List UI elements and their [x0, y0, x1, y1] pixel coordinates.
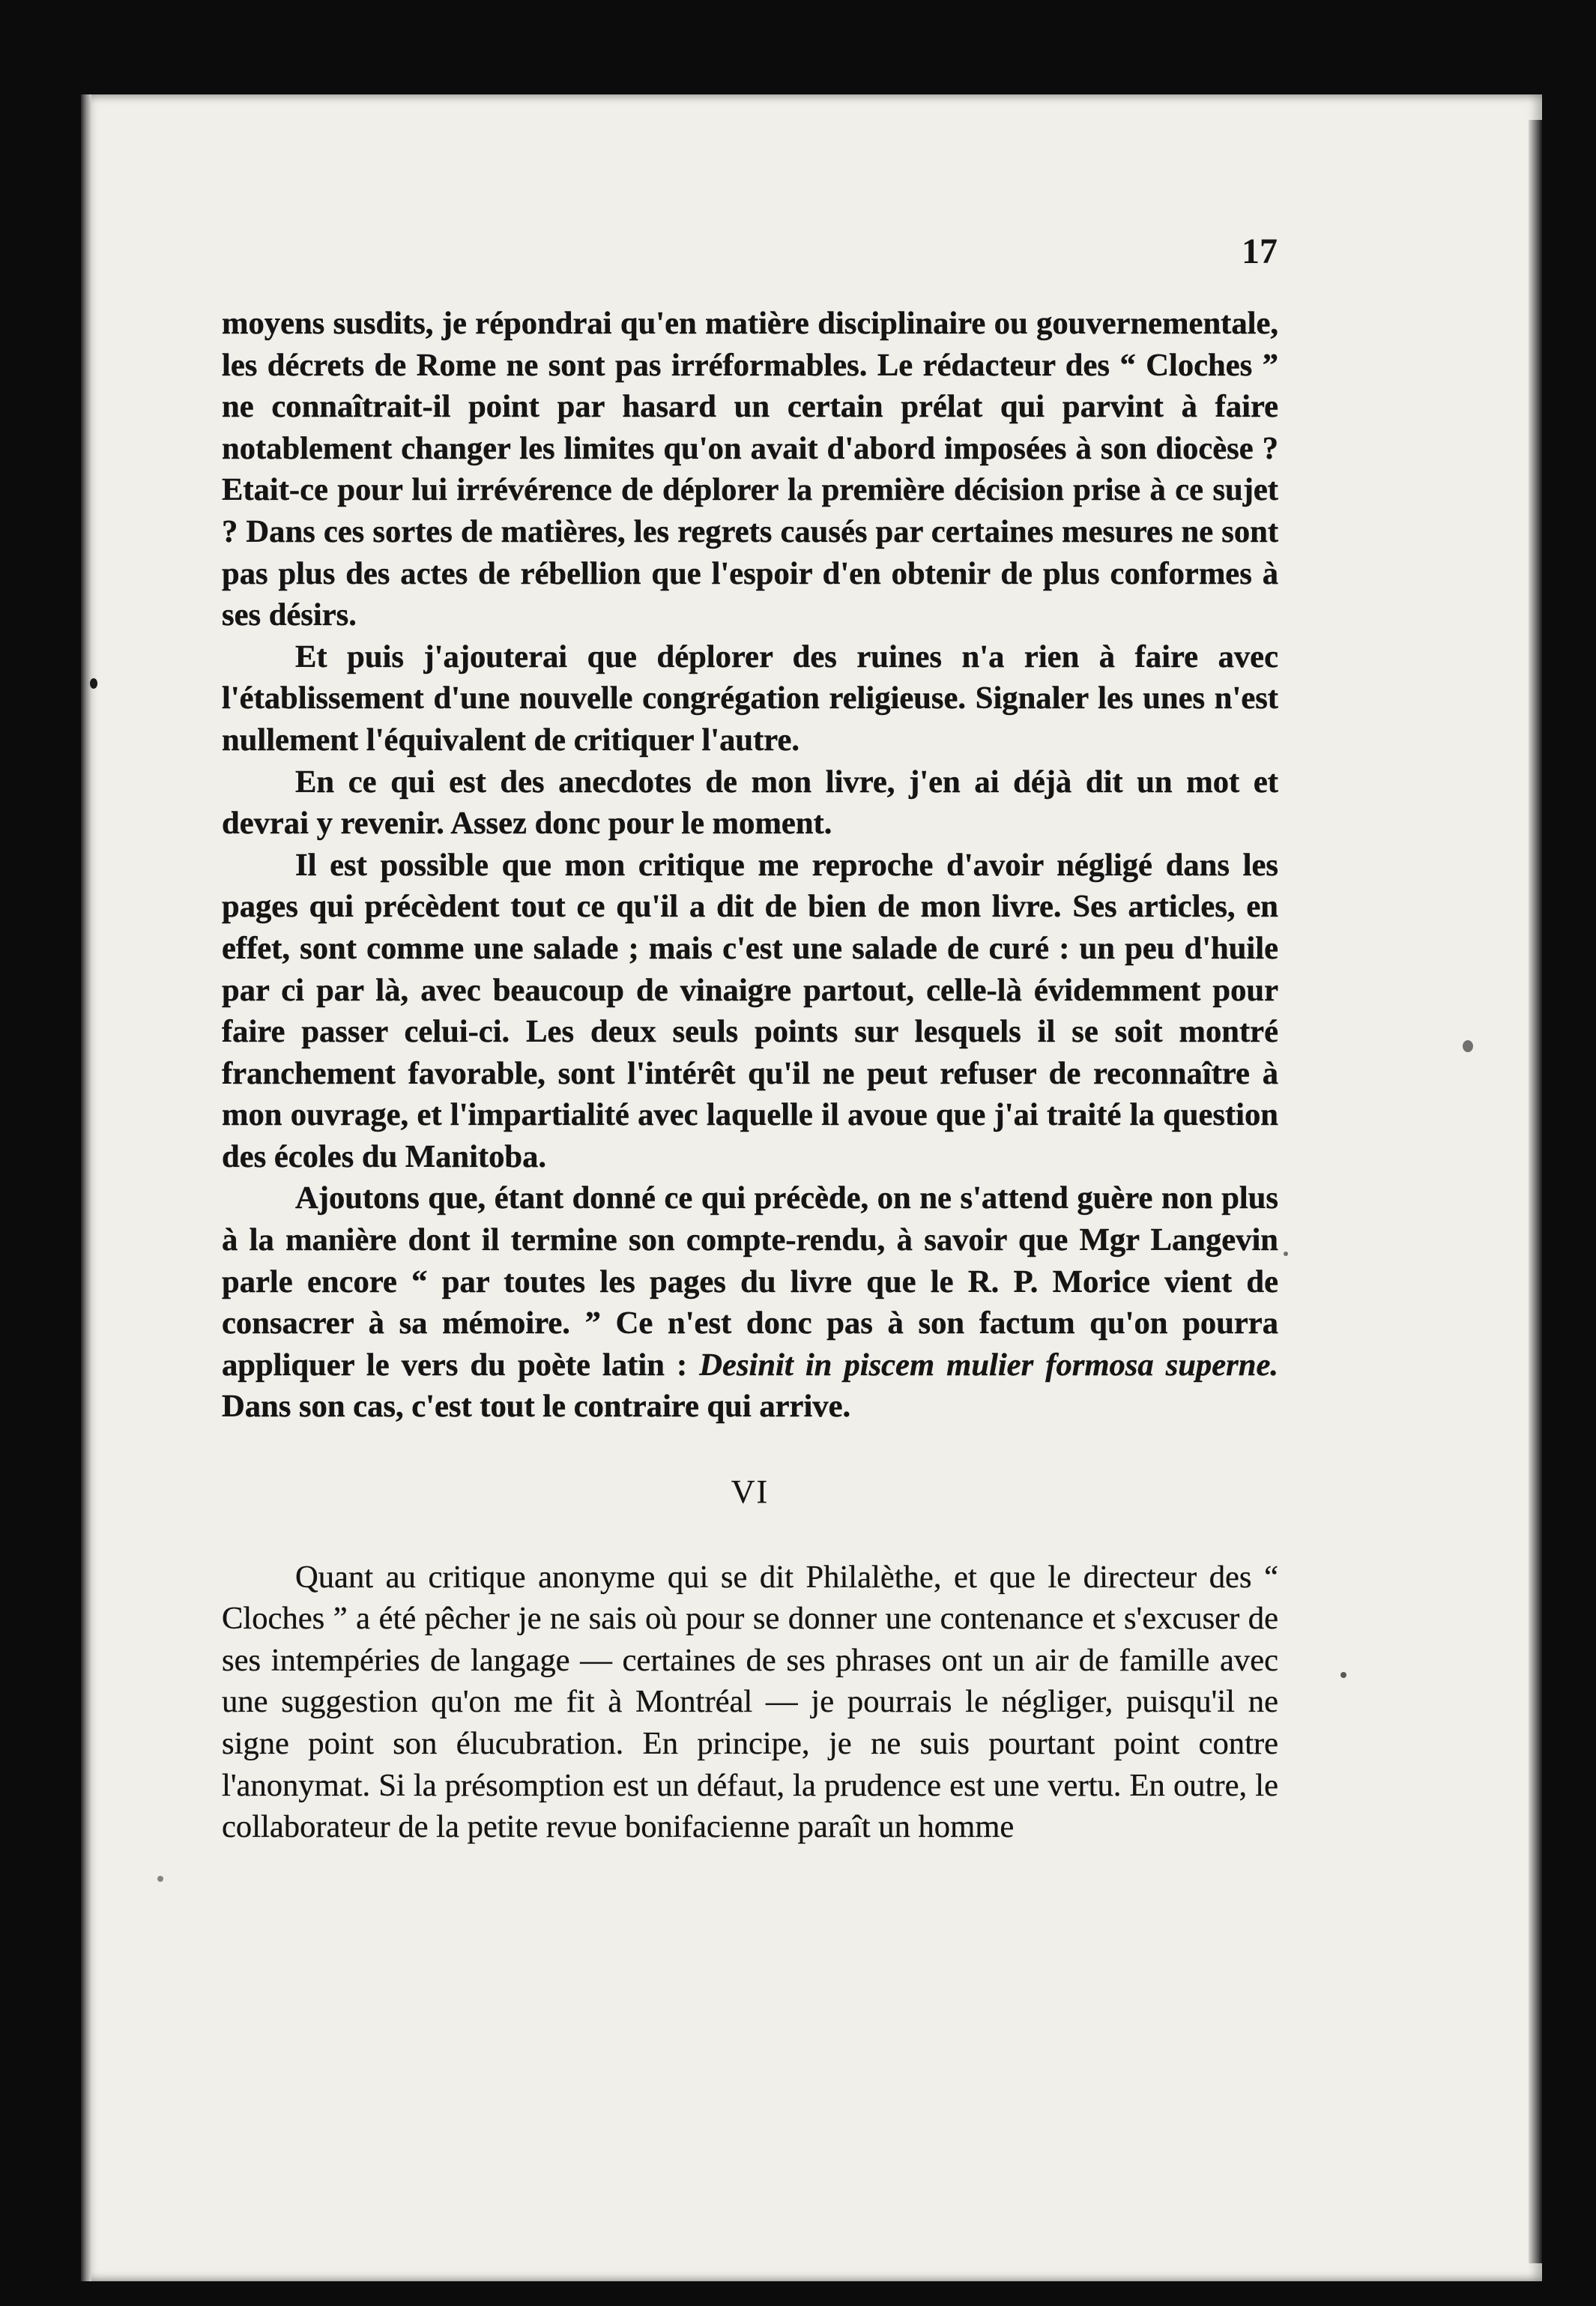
page-left-edge: [81, 94, 91, 2281]
scan-speck: [1340, 1672, 1346, 1678]
paragraph: moyens susdits, je répondrai qu'en matière disciplinaire ou gouvernementale, les décrets de Rome ne sont pas irréformables. Le rédacteur des “ Cloches ” ne connaîtrait-il point par hasard un certain prélat qui parvint à faire notablement changer les limites qu'on avait d'abord imposées à son diocèse ? Etait-ce pour lui irrévérence de déplorer la première décision prise à ce sujet ? Dans ces sortes de matières, les regrets causés par certaines mesures ne sont pas plus des actes de rébellion que l'espoir d'en obtenir de plus conformes à ses désirs.: [222, 306, 1278, 633]
latin-quote: Desinit in piscem mulier formosa superne.: [699, 1347, 1278, 1383]
scan-speck: [157, 1876, 163, 1882]
paragraph-text: Dans son cas, c'est tout le contraire qui arrive.: [222, 1389, 851, 1425]
section-heading: VI: [731, 1473, 770, 1511]
body-text: [222, 303, 1278, 1848]
page-number: 17: [1242, 232, 1278, 271]
paragraph: [222, 1177, 1278, 1428]
paragraph: Il est possible que mon critique me reproche d'avoir négligé dans les pages qui précèdent tout ce qu'il a dit de bien de mon livre. Ses articles, en effet, sont comme une salade ; mais c'est une salade de curé : un peu d'huile par ci par là, avec beaucoup de vinaigre partout, celle-là évidemment pour faire passer celui-ci. Les deux seuls points sur lesquels il se soit montré franchement favorable, sont l'intérêt qu'il ne peut refuser de reconnaître à mon ouvrage, et l'impartialité avec laquelle il avoue que j'ai traité la question des écoles du Manitoba.: [222, 847, 1278, 1174]
scan-speck: [1463, 1040, 1473, 1052]
paragraph: Et puis j'ajouterai que déplorer des ruines n'a rien à faire avec l'établissement d'une nouvelle congrégation religieuse. Signaler les unes n'est nullement l'équivalent de critiquer l'autre.: [222, 639, 1278, 758]
scan-speck: [90, 678, 97, 689]
paragraph-text: Ajoutons que, étant donné ce qui précède, on ne s'attend guère non plus à la manière dont il termine son compte-rendu, à savoir que Mgr Langevin parle encore “ par toutes les pages du livre que le R. P. Morice vient de consacrer à sa mémoire. ” Ce n'est donc pas à son factum qu'on pourra appliquer le vers du poète latin :: [222, 1180, 1278, 1383]
paragraph: Quant au critique anonyme qui se dit Philalèthe, et que le directeur des “ Cloches ” a été pêcher je ne sais où pour se donner une contenance et s'excuser de ses intempéries de langage — certaines de ses phrases ont un air de famille avec une suggestion qu'on me fit à Montréal — je pourrais le négliger, puisqu'il ne signe point son élucubration. En principe, je ne suis pourtant point contre l'anonymat. Si la présomption est un défaut, la prudence est une vertu. En outre, le collaborateur de la petite revue bonifacienne paraît un homme: [222, 1559, 1278, 1845]
page-right-edge: [1529, 120, 1542, 2263]
scan-speck: [1284, 1252, 1288, 1256]
paragraph: En ce qui est des anecdotes de mon livre, j'en ai déjà dit un mot et devrai y revenir. Assez donc pour le moment.: [222, 764, 1278, 842]
